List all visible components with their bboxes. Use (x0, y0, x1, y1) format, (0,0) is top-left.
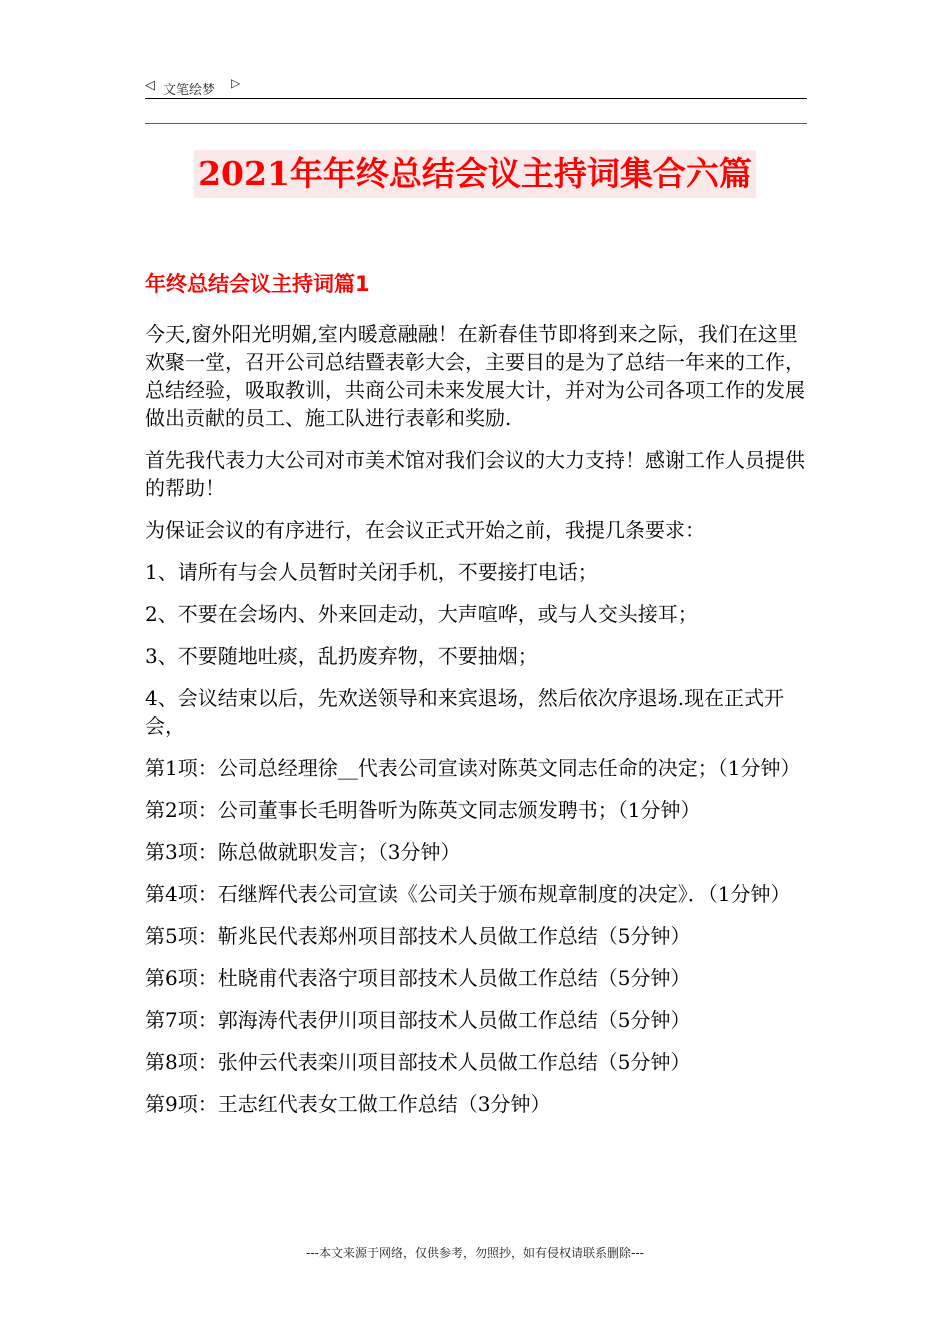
paragraph: 第1项：公司总经理徐__代表公司宣读对陈英文同志任命的决定；（1分钟） (145, 756, 801, 780)
paragraph: 为保证会议的有序进行，在会议正式开始之前，我提几条要求： (145, 518, 705, 542)
paragraph: 1、请所有与会人员暂时关闭手机，不要接打电话； (145, 560, 598, 584)
triangle-right-icon: ▷ (231, 76, 241, 90)
paragraph: 3、不要随地吐痰，乱扔废弃物，不要抽烟； (145, 644, 538, 668)
section-heading: 年终总结会议主持词篇1 (145, 272, 370, 296)
purple-divider (145, 123, 807, 124)
paragraph: 第8项：张仲云代表栾川项目部技术人员做工作总结（5分钟） (145, 1050, 691, 1074)
document-body (145, 320, 807, 1132)
paragraph: 2、不要在会场内、外来回走动，大声喧哗，或与人交头接耳； (145, 602, 698, 626)
paragraph: 第2项：公司董事长毛明昝听为陈英文同志颁发聘书；（1分钟） (145, 798, 701, 822)
paragraph: 第7项：郭海涛代表伊川项目部技术人员做工作总结（5分钟） (145, 1008, 691, 1032)
paragraph: 第5项：靳兆民代表郑州项目部技术人员做工作总结（5分钟） (145, 924, 691, 948)
triangle-left-icon: ◁ (145, 78, 155, 93)
paragraph: 今天,窗外阳光明媚,室内暖意融融！在新春佳节即将到来之际，我们在这里欢聚一堂，召开公司总结暨表彰大会，主要目的是为了总结一年来的工作，总结经验，吸取教训，共商公司未来发展大计，并对为公司各项工作的发展做出贡献的员工、施工队进行表彰和奖励. (145, 322, 805, 430)
paragraph: 首先我代表力大公司对市美术馆对我们会议的大力支持！感谢工作人员提供的帮助！ (145, 448, 805, 500)
paragraph: 4、会议结束以后，先欢送领导和来宾退场，然后依次序退场.现在正式开会， (145, 686, 785, 738)
paragraph: 第9项：王志红代表女工做工作总结（3分钟） (145, 1092, 551, 1116)
page-header (145, 76, 807, 98)
header-divider (145, 98, 807, 99)
paragraph: 第6项：杜晓甫代表洛宁项目部技术人员做工作总结（5分钟） (145, 966, 691, 990)
brand-label: 文笔绘梦 (163, 83, 216, 98)
title-container (0, 150, 950, 198)
paragraph: 第3项：陈总做就职发言；（3分钟） (145, 840, 461, 864)
paragraph: 第4项：石继辉代表公司宣读《公司关于颁布规章制度的决定》．（1分钟） (145, 882, 791, 906)
document-title: 2021年年终总结会议主持词集合六篇 (194, 150, 756, 198)
page-footer: ---本文来源于网络，仅供参考，勿照抄，如有侵权请联系删除--- (306, 1246, 644, 1260)
